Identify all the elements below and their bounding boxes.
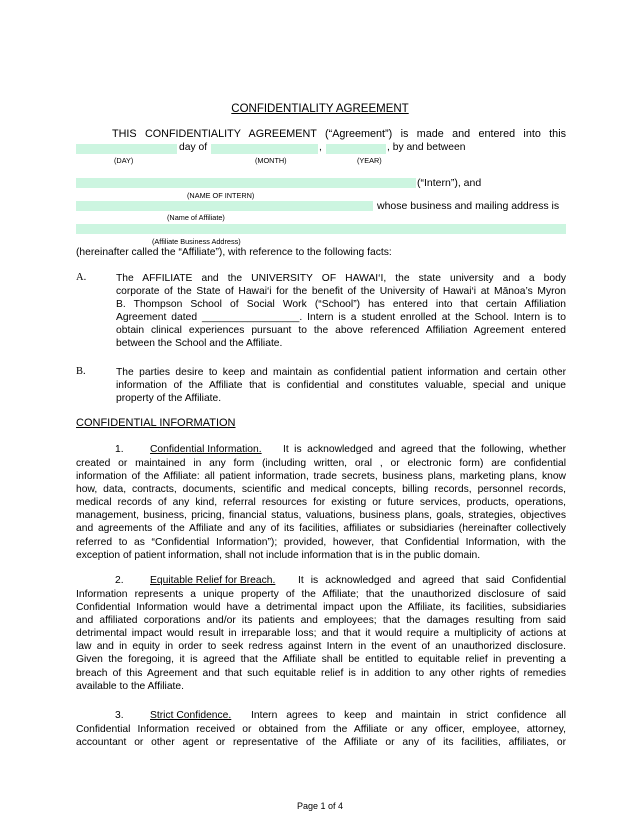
section-b-paragraph	[116, 366, 566, 405]
section-a-paragraph	[116, 272, 566, 351]
section-a-line: Agreement dated _________________. Intern is a student enrolled at the School. Intern is to	[116, 312, 566, 324]
day-field[interactable]	[76, 144, 177, 154]
clause-3-line: accountant or other agent or representative of the Affiliate or any of its facilities, affiliates, or	[76, 737, 566, 749]
clause-2-paragraph	[76, 588, 566, 693]
year-field[interactable]	[326, 144, 386, 154]
section-a-letter: A.	[76, 272, 87, 283]
clause-2-line: Confidential Information would have a detrimental impact upon the Affiliate, its facilities, subsidiaries	[76, 602, 566, 614]
clause-1-line: created or maintained in any form (including written, oral , or electronic form) are confidential	[76, 458, 566, 469]
hereinafter-text: (hereinafter called the “Affiliate”), with reference to the following facts:	[76, 247, 392, 258]
intern-and-text: (“Intern”), and	[417, 177, 482, 189]
clause-2-line: available to the Affiliate.	[76, 680, 185, 692]
section-b-line: The parties desire to keep and maintain as confidential patient information and certain other	[116, 367, 566, 378]
clause-2-heading: Equitable Relief for Breach.	[150, 575, 276, 586]
clause-2-line: Information represents a unique property of the Affiliate; that the unauthorized disclosure of said	[76, 589, 566, 600]
label-year: (YEAR)	[357, 156, 382, 165]
section-a-line: The AFFILIATE and the UNIVERSITY OF HAWAI‘I, the state university and a body	[116, 273, 566, 284]
section-a-line: between the School and the Affiliate.	[116, 338, 283, 350]
clause-1-line: exception of patient information, shall not include information that is in the public domain.	[76, 549, 481, 561]
clause-2-line: breach of this Agreement and that such equitable relief is in addition to any other rights of remedies	[76, 667, 566, 679]
section-a-line: obtain clinical experiences pursuant to the above referenced Affiliation Agreement entered	[116, 325, 566, 337]
affiliate-address-field[interactable]	[76, 224, 566, 234]
clause-1-number: 1.	[115, 444, 124, 455]
clause-3-number: 3.	[115, 710, 124, 721]
by-and-between-text: , by and between	[387, 142, 466, 153]
clause-1-line: how, data, contracts, documents, scientific and medical concepts, billing records, personnel records,	[76, 484, 566, 496]
clause-1-line: management, business, pricing, financial status, valuations, business plans, goals, strategies, objectives	[76, 510, 566, 522]
confidential-information-heading: CONFIDENTIAL INFORMATION	[76, 417, 236, 429]
clause-2-line: and affiliated corporations and/or its patients and employees; that the damages resulting from said	[76, 615, 566, 627]
clause-1-paragraph	[76, 457, 566, 562]
label-name-of-affiliate: (Name of Affiliate)	[167, 213, 225, 222]
clause-2-number: 2.	[115, 575, 124, 586]
section-b-letter: B.	[76, 366, 86, 377]
intro-line-1: THIS CONFIDENTIALITY AGREEMENT (“Agreement”) is made and entered into this	[112, 128, 566, 140]
clause-3-paragraph	[76, 723, 566, 749]
comma-text: ,	[319, 142, 322, 153]
document-title: CONFIDENTIALITY AGREEMENT	[231, 103, 409, 115]
clause-1-line: referred to as “Confidential Information”); provided, however, that Confidential Information, with the	[76, 536, 566, 548]
section-b-line: information of the Affiliate that is confidential and constitutes valuable, special and unique	[116, 380, 566, 392]
clause-1-first-line: It is acknowledged and agreed that the following, whether	[283, 444, 566, 455]
page-number-footer: Page 1 of 4	[296, 801, 344, 811]
label-month: (MONTH)	[255, 156, 287, 165]
clause-2-line: Given the foregoing, it is agreed that the Affiliate shall be entitled to equitable relief in preventing a	[76, 654, 566, 666]
affiliate-name-field[interactable]	[76, 201, 373, 211]
clause-3-first-line: Intern agrees to keep and maintain in strict confidence all	[251, 710, 566, 721]
label-day: (DAY)	[114, 156, 134, 165]
clause-2-line: detrimental impact would result in irreparable loss; and that it would require a multiplicity of actions at	[76, 628, 566, 640]
clause-2-line: law and in equity in order to seek redress against Intern in the event of an unauthorized disclosure.	[76, 641, 566, 653]
section-a-line: corporate of the State of Hawai‘i for the benefit of the University of Hawai‘i at Mānoa’s Myron	[116, 286, 566, 298]
label-affiliate-address: (Affiliate Business Address)	[152, 237, 241, 246]
clause-3-heading: Strict Confidence.	[150, 710, 232, 721]
clause-1-line: medical records of any kind, referral resources for existing or future services, products, operations,	[76, 497, 566, 509]
clause-1-heading: Confidential Information.	[150, 444, 262, 455]
label-name-of-intern: (NAME OF INTERN)	[187, 191, 255, 200]
whose-address-text: whose business and mailing address is	[377, 200, 560, 212]
intern-name-field[interactable]	[76, 178, 416, 188]
clause-2-first-line: It is acknowledged and agreed that said Confidential	[298, 575, 566, 586]
section-a-line: B. Thompson School of Social Work (“School”) has entered into that certain Affiliation	[116, 299, 566, 311]
day-of-text: day of	[179, 142, 208, 153]
clause-1-line: and agreements of the Affiliate and any of its facilities, affiliates or subsidiaries (hereinafter collectively	[76, 523, 566, 535]
clause-1-line: information of the Affiliate: all patient information, trade secrets, business plans, marketing plans, know	[76, 471, 566, 483]
month-field[interactable]	[211, 144, 318, 154]
clause-3-line: Confidential Information received or obtained from the Affiliate or any officer, employee, attorney,	[76, 724, 566, 735]
section-b-line: property of the Affiliate.	[116, 393, 222, 405]
